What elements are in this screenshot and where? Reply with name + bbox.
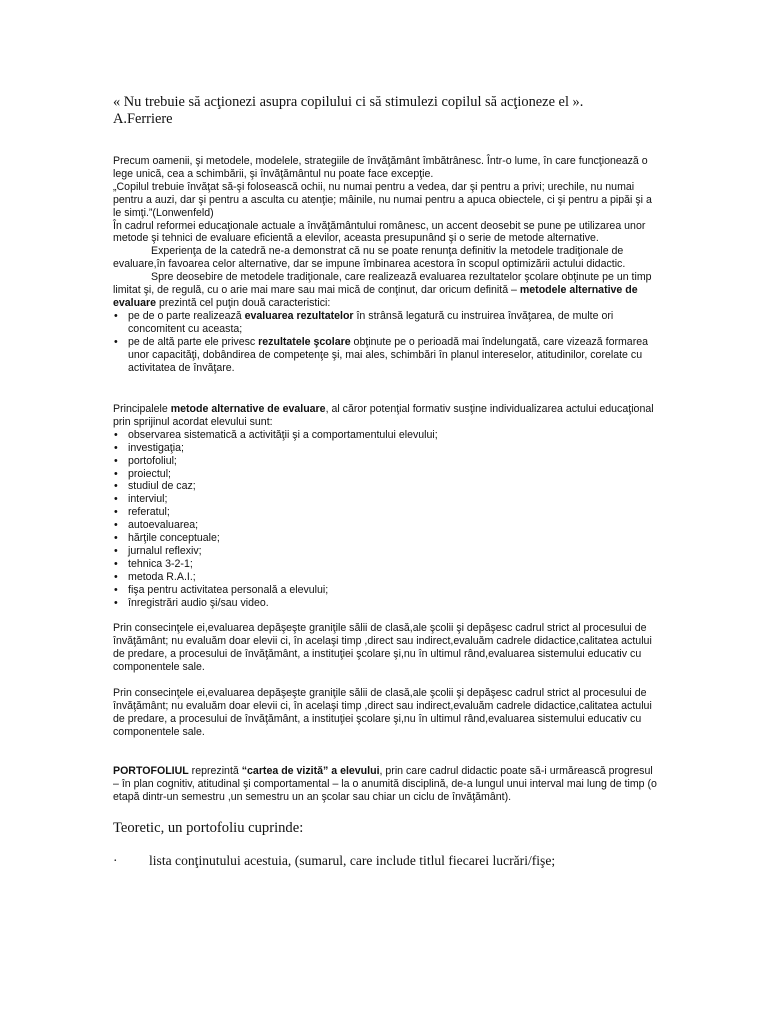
methods-intro: Principalele metode alternative de evaluare, al căror potenţial formativ susţine individualizarea actului educaţional prin sprijinul acordat elevului sunt: [113,403,654,428]
epigraph [113,94,673,128]
epigraph-text: « Nu trebuie să acţionezi asupra copilului ci să stimulezi copilul să acţioneze el ». [113,94,584,110]
methods-section [113,403,658,610]
portfolio-quote: “cartea de vizită” a elevului [241,765,380,777]
intro-paragraph-1: Precum oamenii, şi metodele, modelele, strategiile de învăţământ îmbătrânesc. Într-o lume, în care funcţionează o lege unică, cea a schimbării, şi învăţământul nu poate face excepţie. [113,155,648,180]
method-item: • hărţile conceptuale; [113,532,658,545]
p5-bold: metodele alternative de evaluare [113,284,638,309]
portfolio-definition: PORTOFOLIUL reprezintă “cartea de vizită” a elevului, prin care cadrul didactic poate să-i urmărească progresul – în plan cognitiv, atitudinal şi comportamental – la o anumită disciplină, de-a lungul unui interval mai lung de timp (o etapă dintr-un semestru ,un semestru un an şcolar sau chiar un ciclu de învăţământ). [113,765,657,803]
consequences-paragraph-1: Prin consecinţele ei,evaluarea depăşeşte graniţile sălii de clasă,ale şcolii şi depăşesc cadrul strict al procesului de învăţământ; nu evaluăm doar elevii ci, în acelaşi timp ,direct sau indirect,evaluăm cadrele didactice,calitatea actului de predare, a procesului de învăţământ, a instituţiei şcolare şi,nu în ultimul rând,evaluarea sistemului educativ cu componentele sale. [113,622,652,673]
portfolio-item [113,853,713,869]
method-item: • înregistrări audio şi/sau video. [113,597,658,610]
p5-text-a: Spre deosebire de metodele tradiţionale, care realizează evaluarea rezultatelor şcolare obţinute pe un timp limitat şi, de regulă, cu o arie mai mare sau mai mică de conţinut, dar oricum definită – [113,271,652,297]
method-item: • interviul; [113,493,658,506]
method-item: • autoevaluarea; [113,519,658,532]
intro-paragraph-4: Experienţa de la catedră ne-a demonstrat că nu se poate renunţa definitiv la metodele tradiţionale de evaluare,în favoarea celor alternative, dar se impune îmbinarea acestora în scopul optimizării actului didactic. [113,245,626,271]
consequences-paragraph-2: Prin consecinţele ei,evaluarea depăşeşte graniţile sălii de clasă,ale şcolii şi depăşesc cadrul strict al procesului de învăţământ; nu evaluăm doar elevii ci, în acelaşi timp ,direct sau indirect,evaluăm cadrele didactice,calitatea actului de predare, a procesului de învăţământ, a instituţiei şcolare şi,nu în ultimul rând,evaluarea sistemului educativ cu componentele sale. [113,687,652,738]
epigraph-author: A.Ferriere [113,111,173,128]
characteristic-item: • pe de altă parte ele privesc rezultatele şcolare obţinute pe o perioadă mai îndelungată, care vizează formarea unor capacităţi, dobândirea de competenţe şi, mai ales, schimbări în planul intereselor, atitudinilor, corelate cu activitatea de învăţare. [113,336,658,375]
portfolio-term: PORTOFOLIUL [113,765,189,777]
characteristic-item: • pe de o parte realizează evaluarea rezultatelor în strânsă legatură cu instruirea învăţarea, de multe ori concomitent cu aceasta; [113,310,658,336]
method-item: • studiul de caz; [113,480,658,493]
method-item: • metoda R.A.I.; [113,571,658,584]
method-item: • portofoliul; [113,455,658,468]
portfolio-item-text: lista conţinutului acestuia, (sumarul, care include titlul fiecarei lucrări/fişe; [149,853,556,868]
portfolio-heading: Teoretic, un portofoliu cuprinde: [113,820,304,836]
intro-section [113,155,658,374]
bullet-glyph: · [113,853,118,868]
method-item: • observarea sistematică a activităţii şi a comportamentului elevului; [113,429,658,442]
method-item: • referatul; [113,506,658,519]
lowenfeld-quote: „Copilul trebuie învăţat să-şi folosească ochii, nu numai pentru a vedea, dar şi pentru a privi; urechile, nu numai pentru a auzi, dar şi pentru a asculta cu atenţie; mâinile, nu numai pentru a apuca obiectele, ci şi pentru a pipăi şi a le simţi.”(Lonwenfeld) [113,180,652,219]
intro-paragraph-3: În cadrul reformei educaţionale actuale a învăţământului românesc, un accent deosebit se pune pe utilizarea unor metode şi tehnici de evaluare eficientă a elevilor, aceasta presupunând şi o serie de metode alternative. [113,219,646,245]
intro-paragraph-5 [113,271,658,310]
characteristics-list [113,310,658,375]
method-item: • proiectul; [113,468,658,481]
method-item: • jurnalul reflexiv; [113,545,658,558]
method-item: • investigaţia; [113,442,658,455]
method-item: • tehnica 3-2-1; [113,558,658,571]
method-item: • fişa pentru activitatea personală a elevului; [113,584,658,597]
methods-list [113,429,658,610]
p5-text-b: prezintă cel puţin două caracteristici: [156,296,331,309]
